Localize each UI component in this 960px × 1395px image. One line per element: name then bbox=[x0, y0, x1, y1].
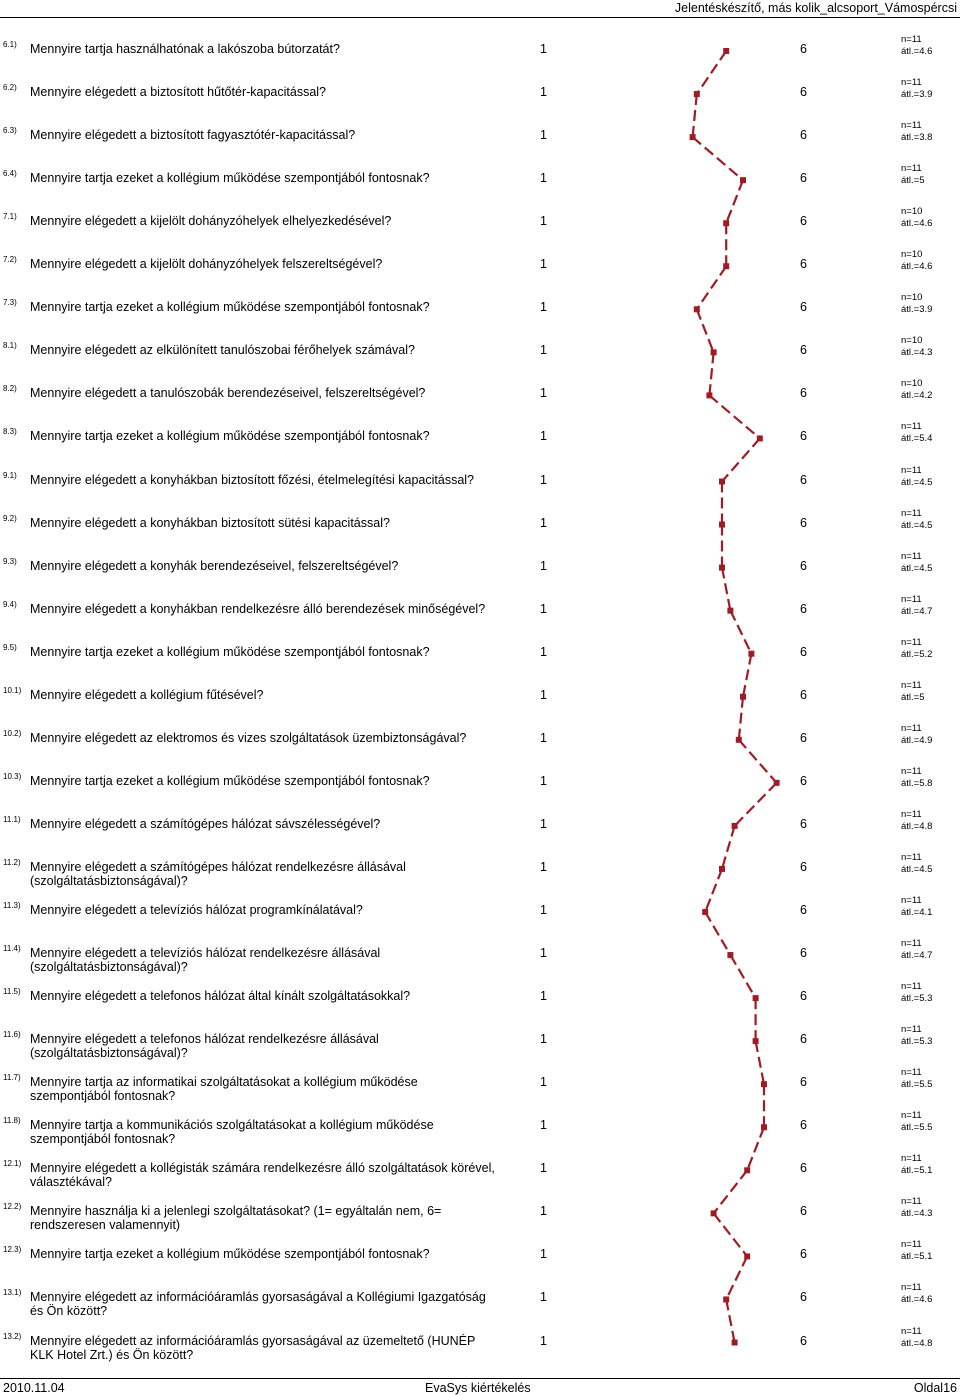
scale-right-label: 6 bbox=[800, 429, 807, 444]
scale-left-label: 1 bbox=[540, 644, 547, 659]
question-row bbox=[0, 593, 960, 642]
question-row bbox=[0, 163, 960, 211]
scale-right-label: 6 bbox=[800, 1032, 807, 1047]
respondent-count: n=11 bbox=[901, 34, 922, 45]
scale-right-label: 6 bbox=[800, 1075, 807, 1090]
question-row bbox=[0, 679, 960, 728]
scale-right-label: 6 bbox=[800, 214, 807, 229]
scale-right-label: 6 bbox=[800, 1290, 807, 1305]
question-row bbox=[0, 1067, 960, 1115]
question-number: 11.2) bbox=[3, 857, 21, 867]
average-value: átl.=4.3 bbox=[901, 1208, 933, 1220]
question-number: 9.1) bbox=[3, 470, 17, 480]
question-number: 6.1) bbox=[3, 40, 17, 49]
question-number: 7.1) bbox=[3, 212, 17, 222]
question-row bbox=[0, 938, 960, 986]
respondent-count: n=11 bbox=[901, 851, 922, 863]
question-row bbox=[0, 981, 960, 1029]
question-text: Mennyire elégedett a telefonos hálózat rendelkezésre állásával (szolgáltatásbiztonságával)? bbox=[30, 1032, 379, 1061]
respondent-count: n=11 bbox=[901, 1110, 922, 1122]
report-title: Jelentéskészítő, más kolik_alcsoport_Vámospércsi bbox=[674, 1, 957, 15]
question-row bbox=[0, 292, 960, 340]
question-text: Mennyire tartja ezeket a kollégium működése szempontjából fontosnak? bbox=[30, 644, 430, 659]
question-text: Mennyire tartja ezeket a kollégium működése szempontjából fontosnak? bbox=[30, 171, 430, 186]
question-text: Mennyire elégedett a biztosított fagyasztótér-kapacitással? bbox=[30, 128, 356, 143]
question-text: Mennyire elégedett a kollégisták számára rendelkezésre álló szolgáltatások körével, választékával? bbox=[30, 1161, 495, 1190]
respondent-count: n=11 bbox=[901, 1024, 922, 1036]
respondent-count: n=11 bbox=[901, 1325, 922, 1337]
question-number: 10.1) bbox=[3, 685, 22, 695]
respondent-count: n=11 bbox=[901, 765, 922, 777]
question-text: Mennyire elégedett a kijelölt dohányzóhelyek felszereltségével? bbox=[30, 257, 383, 272]
question-text: Mennyire elégedett a konyhákban biztosított főzési, ételmelegítési kapacitással? bbox=[30, 472, 475, 487]
scale-right-label: 6 bbox=[800, 257, 807, 272]
question-row bbox=[0, 895, 960, 943]
question-row bbox=[0, 206, 960, 254]
question-number: 10.2) bbox=[3, 728, 22, 738]
question-number: 11.6) bbox=[3, 1030, 21, 1040]
scale-right-label: 6 bbox=[800, 1204, 807, 1219]
question-text: Mennyire elégedett a tanulószobák berendezéseivel, felszereltségével? bbox=[30, 386, 426, 401]
scale-right-label: 6 bbox=[800, 128, 807, 143]
average-value: átl.=5.5 bbox=[901, 1122, 933, 1134]
question-text: Mennyire elégedett a konyhákban biztosított sütési kapacitással? bbox=[30, 515, 390, 530]
question-text: Mennyire elégedett a televíziós hálózat programkínálatával? bbox=[30, 903, 363, 917]
question-number: 7.2) bbox=[3, 255, 17, 265]
scale-left-label: 1 bbox=[540, 1204, 547, 1219]
question-number: 13.2) bbox=[3, 1331, 22, 1341]
question-text: Mennyire elégedett az információáramlás gyorsaságával a Kollégiumi Igazgatóság és Ön között? bbox=[30, 1290, 486, 1319]
scale-right-label: 6 bbox=[800, 773, 807, 788]
respondent-count: n=11 bbox=[901, 120, 922, 132]
average-value: átl.=5.1 bbox=[901, 1165, 933, 1177]
question-number: 13.1) bbox=[3, 1288, 22, 1298]
average-value: átl.=5 bbox=[901, 691, 925, 703]
question-number: 8.1) bbox=[3, 341, 17, 351]
question-text: Mennyire használja ki a jelenlegi szolgáltatásokat? (1= egyáltalán nem, 6= rendszeresen valamennyit) bbox=[30, 1204, 442, 1233]
question-text: Mennyire tartja ezeket a kollégium működése szempontjából fontosnak? bbox=[30, 300, 430, 315]
question-text: Mennyire elégedett a biztosított hűtőtér-kapacitással? bbox=[30, 85, 327, 100]
question-number: 12.2) bbox=[3, 1202, 22, 1212]
footer-date: 2010.11.04 bbox=[3, 1381, 65, 1395]
average-value: átl.=5 bbox=[901, 175, 925, 187]
average-value: átl.=5.2 bbox=[901, 648, 933, 660]
scale-left-label: 1 bbox=[540, 171, 547, 186]
scale-left-label: 1 bbox=[540, 472, 547, 487]
respondent-count: n=11 bbox=[901, 1067, 922, 1079]
scale-right-label: 6 bbox=[800, 515, 807, 530]
average-value: átl.=5.1 bbox=[901, 1251, 933, 1263]
scale-left-label: 1 bbox=[540, 1161, 547, 1176]
question-number: 6.2) bbox=[3, 83, 17, 93]
footer-divider bbox=[0, 1378, 960, 1379]
scale-left-label: 1 bbox=[540, 1075, 547, 1090]
question-number: 6.3) bbox=[3, 126, 17, 136]
average-value: átl.=4.6 bbox=[901, 218, 933, 230]
scale-right-label: 6 bbox=[800, 1333, 807, 1348]
respondent-count: n=10 bbox=[901, 249, 923, 261]
question-row bbox=[0, 507, 960, 556]
respondent-count: n=11 bbox=[901, 1196, 922, 1208]
respondent-count: n=11 bbox=[901, 895, 922, 906]
scale-left-label: 1 bbox=[540, 1333, 547, 1348]
question-row bbox=[0, 335, 960, 383]
average-value: átl.=5.8 bbox=[901, 777, 933, 789]
average-value: átl.=4.8 bbox=[901, 1337, 933, 1349]
respondent-count: n=11 bbox=[901, 1153, 922, 1165]
question-text: Mennyire elégedett a számítógépes hálózat sávszélességével? bbox=[30, 816, 381, 831]
scale-right-label: 6 bbox=[800, 1247, 807, 1262]
question-text: Mennyire elégedett a konyhákban rendelkezésre álló berendezések minőségével? bbox=[30, 601, 486, 616]
respondent-count: n=10 bbox=[901, 292, 923, 304]
question-number: 9.3) bbox=[3, 556, 17, 566]
average-value: átl.=5.4 bbox=[901, 433, 933, 445]
scale-left-label: 1 bbox=[540, 773, 547, 788]
question-text: Mennyire elégedett a televíziós hálózat rendelkezésre állásával (szolgáltatásbiztonságával)? bbox=[30, 946, 381, 975]
question-number: 8.3) bbox=[3, 427, 17, 437]
question-row bbox=[0, 765, 960, 814]
respondent-count: n=11 bbox=[901, 507, 922, 519]
question-row bbox=[0, 1196, 960, 1244]
average-value: átl.=5.3 bbox=[901, 1036, 933, 1048]
question-text: Mennyire tartja ezeket a kollégium működése szempontjából fontosnak? bbox=[30, 429, 430, 444]
question-row bbox=[0, 378, 960, 426]
respondent-count: n=11 bbox=[901, 808, 922, 820]
scale-left-label: 1 bbox=[540, 343, 547, 358]
scale-right-label: 6 bbox=[800, 601, 807, 616]
respondent-count: n=10 bbox=[901, 335, 923, 347]
question-number: 11.1) bbox=[3, 814, 21, 824]
scale-right-label: 6 bbox=[800, 687, 807, 702]
question-text: Mennyire elégedett a telefonos hálózat által kínált szolgáltatásokkal? bbox=[30, 989, 411, 1004]
question-number: 11.3) bbox=[3, 901, 21, 910]
footer-page-number: Oldal16 bbox=[913, 1381, 957, 1395]
scale-right-label: 6 bbox=[800, 558, 807, 573]
question-text: Mennyire elégedett az információáramlás gyorsaságával az üzemeltető (HUNÉP KLK Hotel Zrt.) és Ön között? bbox=[30, 1333, 476, 1362]
question-number: 8.2) bbox=[3, 384, 17, 394]
scale-left-label: 1 bbox=[540, 601, 547, 616]
scale-left-label: 1 bbox=[540, 128, 547, 143]
average-value: átl.=4.8 bbox=[901, 820, 933, 832]
scale-right-label: 6 bbox=[800, 386, 807, 401]
scale-right-label: 6 bbox=[800, 42, 807, 56]
average-value: átl.=5.5 bbox=[901, 1079, 933, 1091]
respondent-count: n=11 bbox=[901, 722, 922, 734]
question-number: 9.2) bbox=[3, 513, 17, 523]
average-value: átl.=4.5 bbox=[901, 476, 933, 488]
respondent-count: n=11 bbox=[901, 679, 922, 691]
question-number: 11.7) bbox=[3, 1073, 21, 1083]
average-value: átl.=5.3 bbox=[901, 993, 933, 1005]
average-value: átl.=4.6 bbox=[901, 261, 933, 273]
scale-left-label: 1 bbox=[540, 816, 547, 831]
question-row bbox=[0, 464, 960, 513]
respondent-count: n=11 bbox=[901, 1239, 922, 1251]
question-row bbox=[0, 120, 960, 168]
scale-left-label: 1 bbox=[540, 903, 547, 917]
scale-right-label: 6 bbox=[800, 85, 807, 100]
question-row bbox=[0, 1282, 960, 1330]
scale-left-label: 1 bbox=[540, 42, 547, 56]
question-text: Mennyire elégedett az elektromos és vizes szolgáltatások üzembiztonságával? bbox=[30, 730, 467, 745]
question-number: 12.3) bbox=[3, 1245, 22, 1255]
question-row bbox=[0, 1153, 960, 1201]
question-number: 6.4) bbox=[3, 169, 17, 179]
question-row bbox=[0, 550, 960, 599]
average-value: átl.=3.8 bbox=[901, 132, 933, 144]
scale-left-label: 1 bbox=[540, 1247, 547, 1262]
question-row bbox=[0, 851, 960, 900]
respondent-count: n=11 bbox=[901, 464, 922, 476]
question-row bbox=[0, 1239, 960, 1287]
question-text: Mennyire tartja használhatónak a lakószoba bútorzatát? bbox=[30, 42, 340, 56]
scale-left-label: 1 bbox=[540, 429, 547, 444]
footer-app-name: EvaSys kiértékelés bbox=[425, 1381, 531, 1395]
question-text: Mennyire elégedett a konyhák berendezéseivel, felszereltségével? bbox=[30, 558, 399, 573]
question-text: Mennyire tartja ezeket a kollégium működése szempontjából fontosnak? bbox=[30, 773, 430, 788]
scale-left-label: 1 bbox=[540, 730, 547, 745]
average-value: átl.=4.6 bbox=[901, 1294, 933, 1306]
scale-left-label: 1 bbox=[540, 989, 547, 1004]
question-text: Mennyire tartja az informatikai szolgáltatásokat a kollégium működése szempontjából fontosnak? bbox=[30, 1075, 418, 1104]
question-row bbox=[0, 808, 960, 857]
respondent-count: n=11 bbox=[901, 1282, 922, 1294]
respondent-count: n=11 bbox=[901, 593, 922, 605]
question-row bbox=[0, 636, 960, 685]
question-number: 12.1) bbox=[3, 1159, 22, 1169]
scale-right-label: 6 bbox=[800, 1161, 807, 1176]
question-text: Mennyire elégedett a kollégium fűtésével? bbox=[30, 687, 264, 702]
scale-right-label: 6 bbox=[800, 946, 807, 961]
scale-left-label: 1 bbox=[540, 386, 547, 401]
average-value: átl.=4.5 bbox=[901, 863, 933, 875]
average-value: átl.=4.9 bbox=[901, 734, 933, 746]
scale-left-label: 1 bbox=[540, 1290, 547, 1305]
average-value: átl.=4.5 bbox=[901, 562, 933, 574]
respondent-count: n=11 bbox=[901, 636, 922, 648]
respondent-count: n=11 bbox=[901, 421, 922, 433]
scale-right-label: 6 bbox=[800, 989, 807, 1004]
question-number: 7.3) bbox=[3, 298, 17, 308]
scale-left-label: 1 bbox=[540, 1032, 547, 1047]
question-text: Mennyire elégedett a számítógépes hálózat rendelkezésre állásával (szolgáltatásbiztonságával)? bbox=[30, 859, 406, 888]
scale-left-label: 1 bbox=[540, 946, 547, 961]
average-value: átl.=4.5 bbox=[901, 519, 933, 531]
average-value: átl.=4.7 bbox=[901, 605, 933, 617]
question-row bbox=[0, 421, 960, 469]
average-value: átl.=4.1 bbox=[901, 907, 933, 918]
average-value: átl.=3.9 bbox=[901, 89, 933, 101]
scale-right-label: 6 bbox=[800, 730, 807, 745]
scale-right-label: 6 bbox=[800, 1118, 807, 1133]
scale-right-label: 6 bbox=[800, 816, 807, 831]
average-value: átl.=4.6 bbox=[901, 46, 933, 57]
respondent-count: n=11 bbox=[901, 550, 922, 562]
scale-left-label: 1 bbox=[540, 257, 547, 272]
scale-left-label: 1 bbox=[540, 558, 547, 573]
average-value: átl.=4.2 bbox=[901, 390, 933, 402]
respondent-count: n=10 bbox=[901, 206, 923, 218]
scale-left-label: 1 bbox=[540, 214, 547, 229]
respondent-count: n=11 bbox=[901, 981, 922, 993]
question-row bbox=[0, 34, 960, 82]
question-row bbox=[0, 722, 960, 771]
question-number: 10.3) bbox=[3, 771, 22, 781]
scale-left-label: 1 bbox=[540, 300, 547, 315]
scale-right-label: 6 bbox=[800, 903, 807, 917]
scale-right-label: 6 bbox=[800, 343, 807, 358]
question-text: Mennyire tartja a kommunikációs szolgáltatásokat a kollégium működése szempontjából fontosnak? bbox=[30, 1118, 434, 1147]
scale-left-label: 1 bbox=[540, 1118, 547, 1133]
scale-left-label: 1 bbox=[540, 859, 547, 874]
scale-right-label: 6 bbox=[800, 171, 807, 186]
question-text: Mennyire elégedett a kijelölt dohányzóhelyek elhelyezkedésével? bbox=[30, 214, 392, 229]
scale-right-label: 6 bbox=[800, 472, 807, 487]
question-number: 9.4) bbox=[3, 599, 17, 609]
question-row bbox=[0, 1110, 960, 1158]
respondent-count: n=11 bbox=[901, 163, 922, 175]
average-value: átl.=4.7 bbox=[901, 950, 933, 962]
question-row bbox=[0, 77, 960, 125]
scale-right-label: 6 bbox=[800, 859, 807, 874]
question-text: Mennyire elégedett az elkülönített tanulószobai férőhelyek számával? bbox=[30, 343, 415, 358]
question-number: 11.4) bbox=[3, 944, 21, 954]
question-number: 9.5) bbox=[3, 642, 17, 652]
question-number: 11.5) bbox=[3, 987, 21, 997]
scale-right-label: 6 bbox=[800, 300, 807, 315]
question-row bbox=[0, 1024, 960, 1072]
question-row bbox=[0, 249, 960, 297]
scale-right-label: 6 bbox=[800, 644, 807, 659]
respondent-count: n=10 bbox=[901, 378, 923, 390]
scale-left-label: 1 bbox=[540, 515, 547, 530]
question-text: Mennyire tartja ezeket a kollégium működése szempontjából fontosnak? bbox=[30, 1247, 430, 1262]
scale-left-label: 1 bbox=[540, 85, 547, 100]
respondent-count: n=11 bbox=[901, 938, 922, 950]
average-value: átl.=4.3 bbox=[901, 347, 933, 359]
respondent-count: n=11 bbox=[901, 77, 922, 89]
question-number: 11.8) bbox=[3, 1116, 21, 1126]
average-value: átl.=3.9 bbox=[901, 304, 933, 316]
scale-left-label: 1 bbox=[540, 687, 547, 702]
question-row bbox=[0, 1325, 960, 1374]
